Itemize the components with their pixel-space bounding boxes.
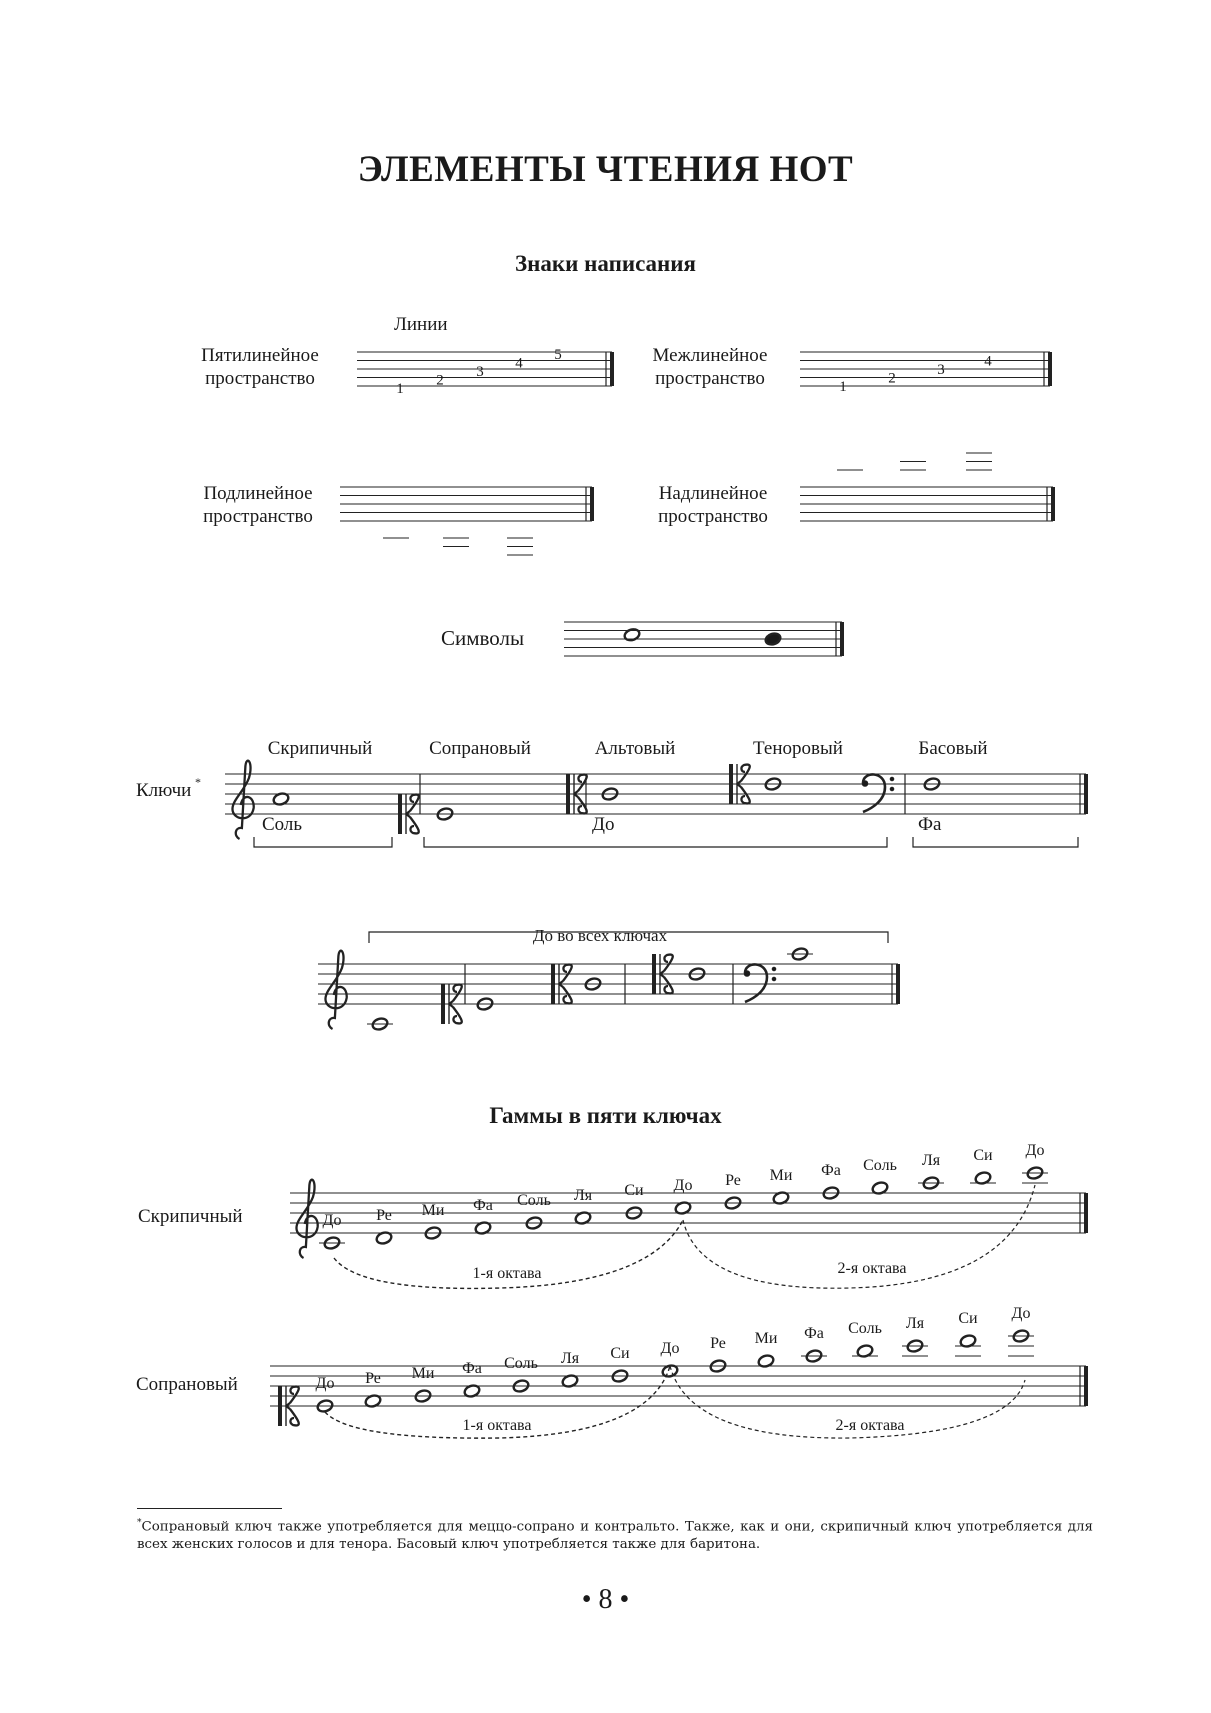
scale-label-treble: Скрипичный [138, 1206, 243, 1227]
soprano-scale-note-name-14: До [1011, 1305, 1031, 1322]
inter-line-space-label-line2: пространство [655, 368, 765, 389]
symbols-label: Символы [441, 626, 525, 650]
bracket-sol [254, 837, 392, 847]
do-all-bass-clef-curve [745, 964, 767, 1002]
treble-scale-note-name-7: До [673, 1177, 693, 1194]
treble-scale-note-name-14: До [1025, 1142, 1045, 1159]
line-number-5: 5 [554, 347, 562, 363]
sub-line-space-label-line2: пространство [203, 506, 313, 527]
bracket-fa [913, 837, 1078, 847]
bass-clef-curve [863, 774, 885, 812]
treble-scale-note-name-4: Соль [517, 1192, 551, 1209]
footnote-mark: * [137, 1518, 142, 1528]
line-number-3: 3 [476, 364, 484, 380]
sub-line-space-label-line1: Подлинейное [203, 483, 313, 504]
treble-octave-2-label: 2-я октава [837, 1260, 907, 1277]
clef-group-fa: Фа [918, 814, 942, 835]
clef-name-tenor: Теноровый [753, 738, 843, 759]
clefs-label: Ключи [136, 780, 192, 801]
treble-scale-note-name-3: Фа [473, 1197, 493, 1214]
treble-scale-note-name-12: Ля [921, 1152, 941, 1169]
line-number-1: 1 [396, 381, 404, 397]
do-all-bass-clef-dot-upper [772, 967, 776, 971]
bracket-do [424, 837, 887, 847]
soprano-octave-1-label: 1-я октава [462, 1417, 532, 1434]
lines-label: Линии [394, 314, 448, 335]
space-number-1: 1 [839, 378, 847, 395]
inter-line-space-label-line1: Межлинейное [652, 345, 768, 366]
five-line-space-label-line2: пространство [205, 368, 315, 389]
over-line-space-label-line1: Надлинейное [658, 483, 768, 504]
clefs-footnote-mark: * [195, 775, 201, 789]
over-line-space-label-line2: пространство [658, 506, 768, 527]
clef-name-treble: Скрипичный [267, 738, 373, 759]
treble-octave-1-label: 1-я октава [472, 1265, 542, 1282]
section-heading-scales: Гаммы в пяти ключах [489, 1103, 722, 1128]
space-number-2: 2 [888, 370, 896, 387]
treble-clef [232, 761, 253, 839]
soprano-scale-note-name-2: Ми [411, 1365, 435, 1382]
all-clefs-do-label: До во всех ключах [532, 926, 668, 945]
space-number-4: 4 [984, 353, 992, 370]
soprano-scale-note-name-8: Ре [710, 1335, 726, 1352]
soprano-scale-note-name-4: Соль [504, 1355, 538, 1372]
footnote [137, 1514, 1093, 1554]
soprano-scale-note-name-12: Ля [905, 1315, 925, 1332]
soprano-octave-2-label: 2-я октава [835, 1417, 905, 1434]
soprano-scale-note-name-5: Ля [560, 1350, 580, 1367]
soprano-scale-note-name-6: Си [610, 1345, 630, 1362]
treble-scale-note-name-5: Ля [573, 1187, 593, 1204]
bass-clef-dot-head [862, 781, 868, 787]
soprano-scale-note-name-3: Фа [462, 1360, 482, 1377]
space-number-3: 3 [937, 361, 945, 378]
soprano-scale-note-name-13: Си [958, 1310, 978, 1327]
soprano-scale-note-name-9: Ми [754, 1330, 778, 1347]
scale-label-soprano: Сопрановый [136, 1374, 238, 1395]
treble-scale-clef [296, 1180, 317, 1258]
bass-clef-dot-upper [890, 777, 894, 781]
page-number: • 8 • [581, 1584, 630, 1615]
filled-note-symbol [764, 632, 781, 647]
line-number-2: 2 [436, 372, 444, 389]
clef-name-alto: Альтовый [594, 738, 676, 759]
clef-group-do: До [592, 814, 615, 835]
treble-scale-note-name-0: До [322, 1212, 342, 1229]
clef-group-sol: Соль [262, 814, 303, 835]
treble-scale-note-name-9: Ми [769, 1167, 793, 1184]
treble-scale-note-name-10: Фа [821, 1162, 841, 1179]
line-number-4: 4 [515, 355, 523, 372]
page-title: ЭЛЕМЕНТЫ ЧТЕНИЯ НОТ [357, 149, 854, 190]
treble-scale-note-name-11: Соль [863, 1157, 897, 1174]
clef-name-bass: Басовый [918, 738, 988, 759]
treble-scale-note-name-1: Ре [376, 1207, 392, 1224]
treble-scale-note-name-6: Си [624, 1182, 644, 1199]
soprano-scale-note-name-7: До [660, 1340, 680, 1357]
section-heading-writing-signs: Знаки написания [514, 251, 697, 276]
clef-name-soprano: Сопрановый [429, 738, 531, 759]
page-number-value: 8 [598, 1584, 613, 1615]
soprano-scale-note-name-11: Соль [848, 1320, 882, 1337]
soprano-scale-note-name-0: До [315, 1375, 335, 1392]
do-all-bass-clef-dot-lower [772, 977, 776, 981]
soprano-scale-note-name-10: Фа [804, 1325, 824, 1342]
five-line-space-label-line1: Пятилинейное [201, 345, 319, 366]
whole-note-symbol [623, 627, 640, 642]
treble-scale-note-name-8: Ре [725, 1172, 741, 1189]
bass-clef-dot-lower [890, 787, 894, 791]
soprano-scale-note-name-1: Ре [365, 1370, 381, 1387]
bracket-do-all [369, 932, 888, 943]
footnote-text: Сопрановый ключ также употребляется для меццо-сопрано и контральто. Также, как и они, скрипичный ключ употребляется для всех женских голосов и для тенора. Басовый ключ употребляется также для баритона. [137, 1519, 1093, 1553]
treble-scale-note-name-13: Си [973, 1147, 993, 1164]
footnote-rule [137, 1508, 282, 1509]
do-all-treble-clef [325, 951, 346, 1029]
do-all-bass-clef-dot-head [744, 971, 750, 977]
treble-scale-note-name-2: Ми [421, 1202, 445, 1219]
